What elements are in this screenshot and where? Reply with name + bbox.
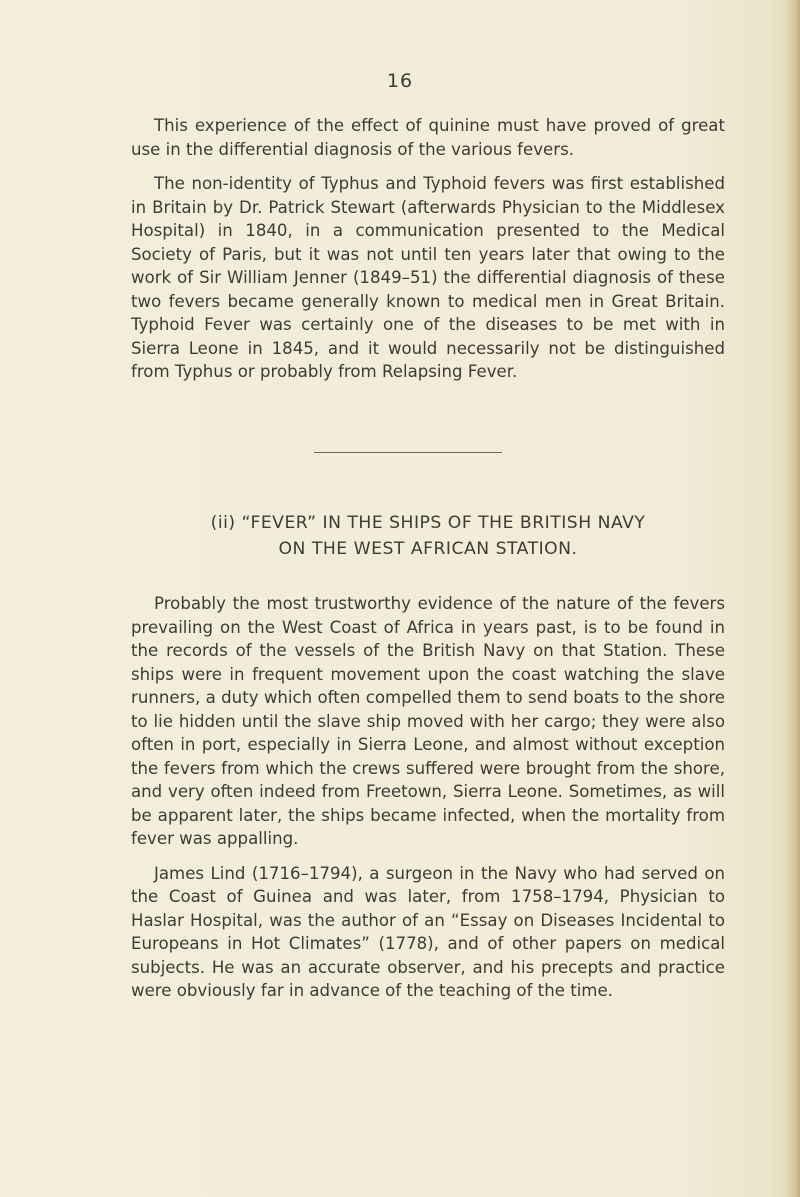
paragraph-navy-records: Probably the most trustworthy evidence of the nature of the fevers prevailing on the West Coast of Africa in years past, is to be found in the records of the vessels of the British Navy on that Station. These ships were in frequent movement upon the coast watching the slave runners, a duty which often compelled them to send boats to the shore to lie hidden until the slave ship moved with her cargo; they were also often in port, especially in Sierra Leone, and almost without exception the fevers from which the crews suffered were brought from the shore, and very often indeed from Freetown, Sierra Leone. Sometimes, as will be apparent later, the ships became infected, when the mortality from fever was appalling.	[131, 594, 725, 848]
paragraph-james-lind: James Lind (1716–1794), a surgeon in the Navy who had served on the Coast of Guinea and was later, from 1758–1794, Physician to Haslar Hospital, was the author of an “Essay on Diseases Incidental to Europeans in Hot Climates” (1778), and of other papers on medical subjects. He was an accurate observer, and his precepts and practice were obviously far in advance of the teaching of the time.	[131, 863, 725, 1000]
section-heading-line-1: (ii) “FEVER” IN THE SHIPS OF THE BRITISH NAVY	[210, 513, 646, 533]
paragraph-quinine: This experience of the effect of quinine must have proved of great use in the differential diagnosis of the various fevers.	[131, 116, 725, 159]
text-block-bottom	[131, 592, 725, 1014]
paragraph-typhus-typhoid: The non-identity of Typhus and Typhoid fevers was first established in Britain by Dr. Patrick Stewart (afterwards Physician to the Middlesex Hospital) in 1840, in a communication presented to the Medical Society of Paris, but it was not until ten years later that owing to the work of Sir William Jenner (1849–51) the differential diagnosis of these two fevers became generally known to medical men in Great Britain. Typhoid Fever was certainly one of the diseases to be met with in Sierra Leone in 1845, and it would necessarily not be distinguished from Typhus or probably from Relapsing Fever.	[131, 174, 725, 381]
page-edge-shadow	[786, 0, 800, 1197]
section-heading-line-2: ON THE WEST AFRICAN STATION.	[278, 539, 578, 559]
page-number: 16	[386, 70, 414, 92]
section-heading	[131, 510, 725, 562]
text-block-top	[131, 114, 725, 395]
section-divider	[314, 452, 502, 453]
